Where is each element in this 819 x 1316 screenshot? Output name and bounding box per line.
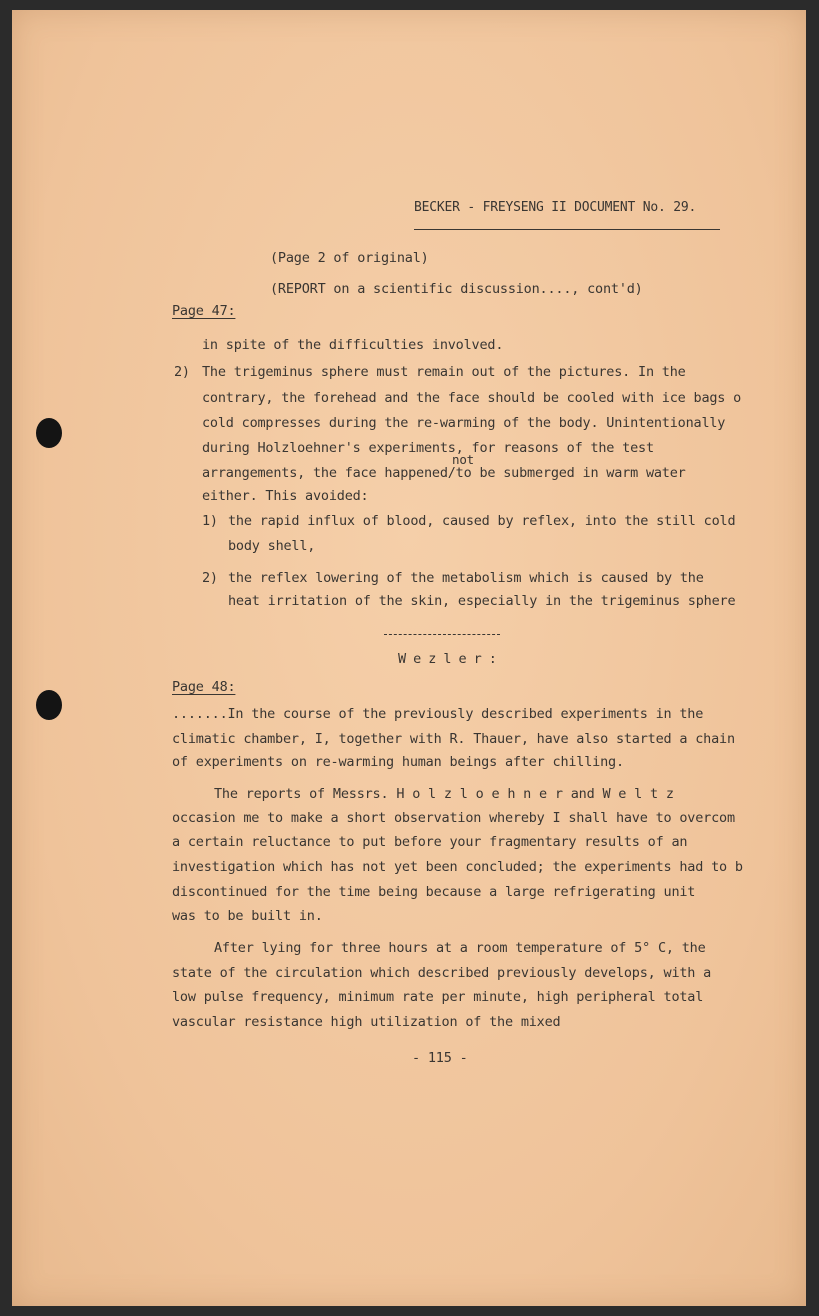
paragraph-line: The reports of Messrs. H o l z l o e h n e r and W e l t z [214,786,674,802]
paragraph-line: investigation which has not yet been concluded; the experiments had to b [172,859,743,875]
paragraph-line: .......In the course of the previously described experiments in the [172,706,704,722]
sub-item-number: 2) [202,570,218,586]
paragraph-line: contrary, the forehead and the face should be cooled with ice bags o [202,390,742,406]
handwritten-insert: not [452,452,474,467]
header-rule [414,229,720,230]
paragraph-line: discontinued for the time being because a large refrigerating unit [172,884,696,900]
punch-hole-top [36,418,62,448]
paragraph-line: of experiments on re-warming human beings after chilling. [172,754,624,770]
paragraph-line: After lying for three hours at a room temperature of 5° C, the [214,940,706,956]
paragraph-line: during Holzloehner's experiments, for reasons of the test [202,440,654,456]
sub-item-number: 1) [202,513,218,529]
paragraph-line: body shell, [228,538,316,554]
page-47-label: Page 47: [172,303,236,319]
report-title: (REPORT on a scientific discussion...., cont'd) [270,281,643,297]
paragraph-line: was to be built in. [172,908,323,924]
page-note: (Page 2 of original) [270,250,429,266]
page-number: - 115 - [412,1050,468,1066]
document-page [12,10,806,1306]
section-heading: Wezler: [398,651,504,667]
paragraph-line: vascular resistance high utilization of the mixed [172,1014,561,1030]
punch-hole-bottom [36,690,62,720]
section-divider [384,634,500,636]
paragraph-line: occasion me to make a short observation whereby I shall have to overcom [172,810,735,826]
paragraph-line: the reflex lowering of the metabolism which is caused by the [228,570,704,586]
paragraph-line: the rapid influx of blood, caused by reflex, into the still cold [228,513,736,529]
item-number: 2) [174,364,190,380]
paragraph-line: The trigeminus sphere must remain out of the pictures. In the [202,364,686,380]
document-header: BECKER - FREYSENG II DOCUMENT No. 29. [414,200,697,215]
page-48-label: Page 48: [172,679,236,695]
paragraph-line: either. This avoided: [202,488,369,504]
paragraph-line: state of the circulation which described previously develops, with a [172,965,712,981]
paragraph-line: climatic chamber, I, together with R. Thauer, have also started a chain [172,731,735,747]
paragraph-line: a certain reluctance to put before your fragmentary results of an [172,834,688,850]
paragraph-line: low pulse frequency, minimum rate per minute, high peripheral total [172,989,704,1005]
paragraph-line: in spite of the difficulties involved. [202,337,504,353]
paragraph-line: arrangements, the face happened/to be submerged in warm water [202,465,686,481]
paragraph-line: heat irritation of the skin, especially in the trigeminus sphere [228,593,736,609]
paragraph-line: cold compresses during the re-warming of the body. Unintentionally [202,415,726,431]
